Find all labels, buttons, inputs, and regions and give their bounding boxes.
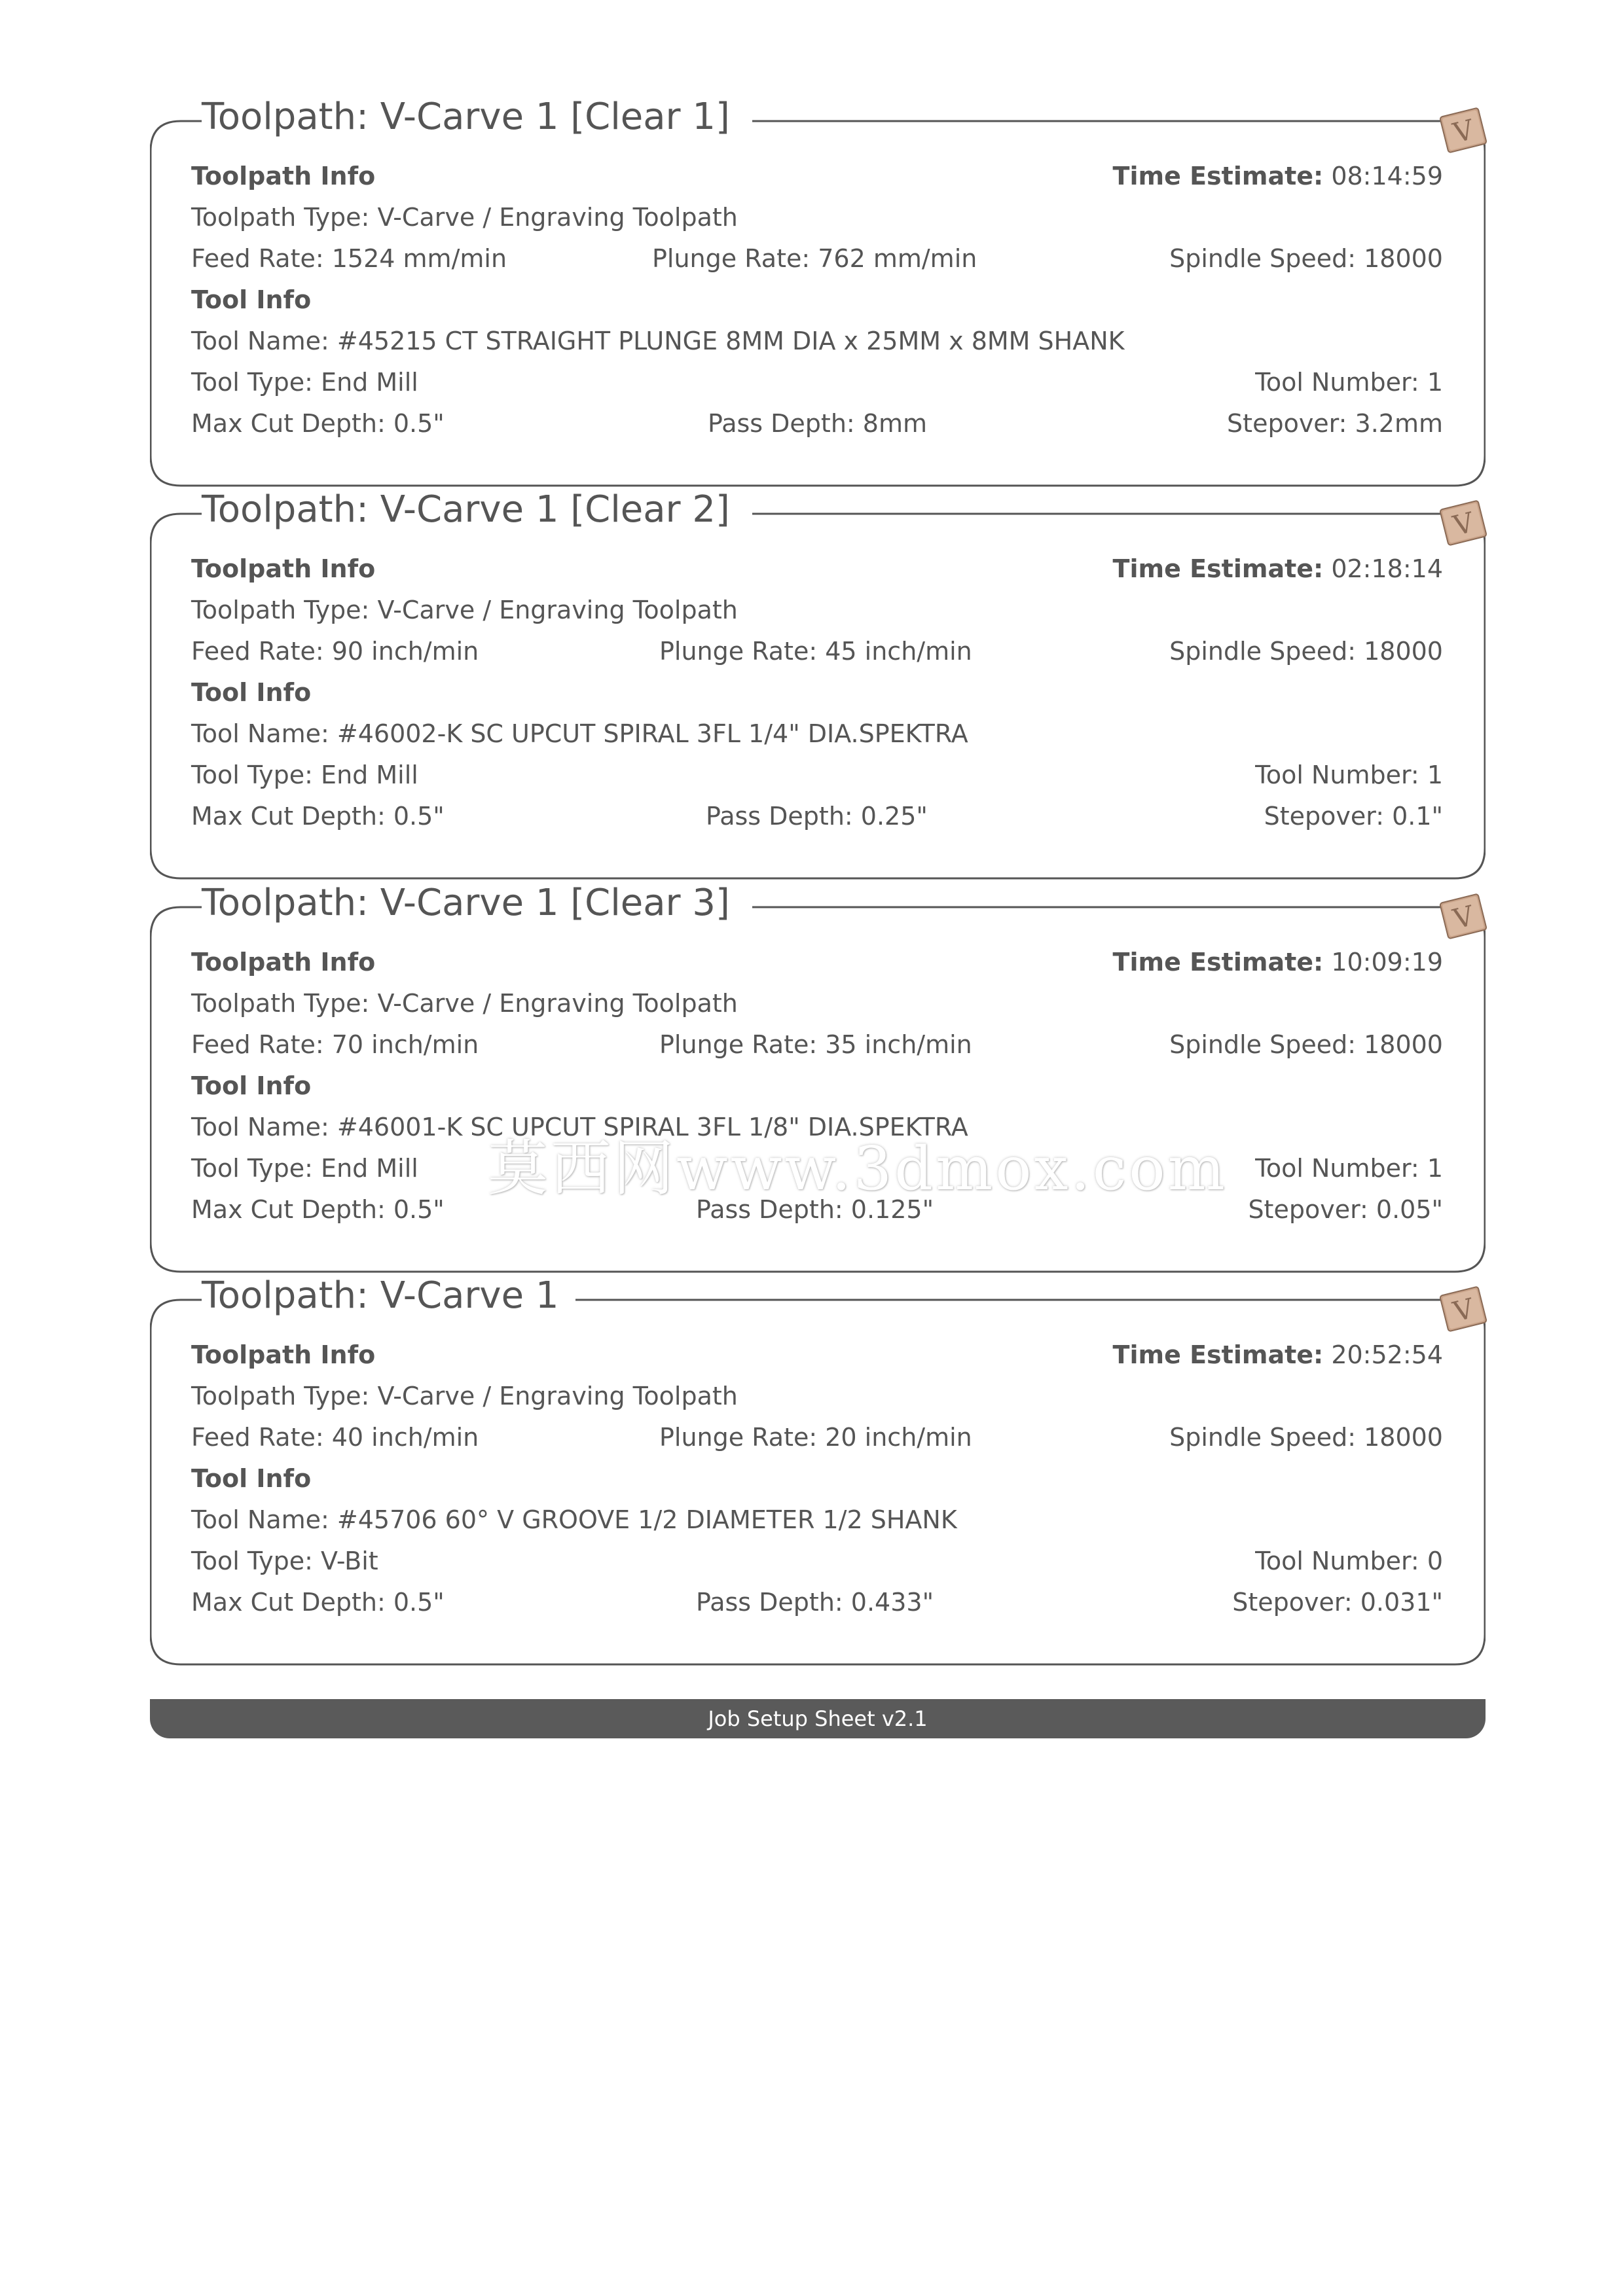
toolpath-type-row	[191, 199, 1443, 236]
time-estimate-label: Time Estimate:	[1112, 1340, 1324, 1369]
vcarve-v-logo-icon	[1437, 1283, 1489, 1335]
plunge-rate: Plunge Rate: 20 inch/min	[659, 1423, 972, 1452]
depth-row	[191, 405, 1443, 442]
depth-row	[191, 798, 1443, 834]
tool-type: Tool Type: End Mill	[191, 368, 418, 397]
toolpath-panel-1	[150, 95, 1486, 488]
panel-title: Toolpath: V-Carve 1 [Clear 1]	[202, 96, 730, 138]
tool-name: Tool Name: #46002-K SC UPCUT SPIRAL 3FL 1/4" DIA.SPEKTRA	[191, 719, 968, 748]
time-estimate	[1113, 158, 1443, 194]
feed-rate: Feed Rate: 90 inch/min	[191, 637, 479, 666]
pass-depth: Pass Depth: 0.25"	[706, 802, 928, 831]
tool-info-row	[191, 1067, 1443, 1104]
pass-depth: Pass Depth: 0.433"	[696, 1588, 934, 1617]
panel-title: Toolpath: V-Carve 1 [Clear 2]	[202, 488, 730, 531]
tool-name: Tool Name: #45706 60° V GROOVE 1/2 DIAMETER 1/2 SHANK	[191, 1505, 957, 1534]
rates-row	[191, 1026, 1443, 1063]
plunge-rate: Plunge Rate: 45 inch/min	[659, 637, 972, 666]
time-estimate-value: 02:18:14	[1331, 554, 1443, 583]
time-estimate-value: 10:09:19	[1331, 948, 1443, 977]
tool-name-row	[191, 1501, 1443, 1538]
toolpath-info-row	[191, 944, 1443, 980]
footer-text: Job Setup Sheet v2.1	[708, 1706, 928, 1731]
toolpath-info-heading: Toolpath Info	[191, 1340, 376, 1369]
vcarve-v-logo-icon	[1437, 890, 1489, 942]
toolpath-type-row	[191, 985, 1443, 1022]
tool-name-row	[191, 715, 1443, 752]
stepover: Stepover: 0.031"	[1232, 1588, 1443, 1617]
feed-rate: Feed Rate: 70 inch/min	[191, 1030, 479, 1059]
tool-type: Tool Type: End Mill	[191, 1154, 418, 1183]
stepover: Stepover: 3.2mm	[1227, 409, 1443, 438]
time-estimate-label: Time Estimate:	[1112, 948, 1324, 977]
tool-name: Tool Name: #46001-K SC UPCUT SPIRAL 3FL 1/8" DIA.SPEKTRA	[191, 1113, 968, 1141]
toolpath-type-row	[191, 1378, 1443, 1414]
toolpath-info-heading: Toolpath Info	[191, 162, 376, 190]
max-cut-depth: Max Cut Depth: 0.5"	[191, 802, 445, 831]
tool-info-heading: Tool Info	[191, 285, 312, 314]
tool-number: Tool Number: 1	[1255, 1154, 1443, 1183]
spindle-speed: Spindle Speed: 18000	[1169, 244, 1443, 273]
rates-row	[191, 240, 1443, 277]
toolpath-type: Toolpath Type: V-Carve / Engraving Toolpath	[191, 203, 738, 232]
watermark: 莫西网www.3dmox.com	[488, 1134, 1228, 1204]
tool-number: Tool Number: 0	[1255, 1547, 1443, 1575]
time-estimate-value: 20:52:54	[1331, 1340, 1443, 1369]
time-estimate-label: Time Estimate:	[1112, 554, 1324, 583]
tool-info-heading: Tool Info	[191, 678, 312, 707]
svg-text:V: V	[1450, 1292, 1478, 1328]
rates-row	[191, 633, 1443, 670]
tool-info-row	[191, 674, 1443, 711]
tool-info-row	[191, 1460, 1443, 1497]
tool-number: Tool Number: 1	[1255, 368, 1443, 397]
vcarve-v-logo-icon	[1437, 497, 1489, 549]
tool-type: Tool Type: End Mill	[191, 761, 418, 789]
toolpath-type: Toolpath Type: V-Carve / Engraving Toolpath	[191, 989, 738, 1018]
tool-info-row	[191, 281, 1443, 318]
tool-name-row	[191, 323, 1443, 359]
max-cut-depth: Max Cut Depth: 0.5"	[191, 1195, 445, 1224]
spindle-speed: Spindle Speed: 18000	[1169, 1030, 1443, 1059]
vcarve-v-logo-icon	[1437, 104, 1489, 156]
max-cut-depth: Max Cut Depth: 0.5"	[191, 1588, 445, 1617]
plunge-rate: Plunge Rate: 762 mm/min	[652, 244, 977, 273]
toolpath-panel-4	[150, 1274, 1486, 1666]
tool-type: Tool Type: V-Bit	[191, 1547, 378, 1575]
panel-title: Toolpath: V-Carve 1 [Clear 3]	[202, 882, 730, 924]
tool-number: Tool Number: 1	[1255, 761, 1443, 789]
toolpath-panel-2	[150, 488, 1486, 880]
spindle-speed: Spindle Speed: 18000	[1169, 637, 1443, 666]
max-cut-depth: Max Cut Depth: 0.5"	[191, 409, 445, 438]
toolpath-info-row	[191, 1336, 1443, 1373]
tool-info-heading: Tool Info	[191, 1464, 312, 1493]
svg-text:V: V	[1450, 506, 1478, 542]
depth-row	[191, 1584, 1443, 1621]
feed-rate: Feed Rate: 1524 mm/min	[191, 244, 507, 273]
toolpath-type: Toolpath Type: V-Carve / Engraving Toolpath	[191, 596, 738, 624]
time-estimate-value: 08:14:59	[1331, 162, 1443, 190]
pass-depth: Pass Depth: 0.125"	[696, 1195, 934, 1224]
pass-depth: Pass Depth: 8mm	[708, 409, 928, 438]
time-estimate-label: Time Estimate:	[1112, 162, 1324, 190]
rates-row	[191, 1419, 1443, 1456]
tool-info-heading: Tool Info	[191, 1071, 312, 1100]
tool-type-row	[191, 757, 1443, 793]
toolpath-info-heading: Toolpath Info	[191, 554, 376, 583]
toolpath-panel-3	[150, 881, 1486, 1274]
stepover: Stepover: 0.05"	[1248, 1195, 1443, 1224]
toolpath-info-row	[191, 550, 1443, 587]
toolpath-info-heading: Toolpath Info	[191, 948, 376, 977]
toolpath-type-row	[191, 592, 1443, 628]
tool-type-row	[191, 364, 1443, 401]
feed-rate: Feed Rate: 40 inch/min	[191, 1423, 479, 1452]
time-estimate	[1113, 1336, 1443, 1373]
tool-type-row	[191, 1543, 1443, 1579]
panel-title: Toolpath: V-Carve 1	[202, 1274, 559, 1317]
toolpath-info-row	[191, 158, 1443, 194]
footer-bar	[150, 1699, 1486, 1738]
time-estimate	[1113, 550, 1443, 587]
svg-text:V: V	[1450, 113, 1478, 149]
time-estimate	[1113, 944, 1443, 980]
svg-text:V: V	[1450, 899, 1478, 935]
tool-name: Tool Name: #45215 CT STRAIGHT PLUNGE 8MM DIA x 25MM x 8MM SHANK	[191, 327, 1125, 355]
stepover: Stepover: 0.1"	[1264, 802, 1443, 831]
plunge-rate: Plunge Rate: 35 inch/min	[659, 1030, 972, 1059]
toolpath-type: Toolpath Type: V-Carve / Engraving Toolpath	[191, 1382, 738, 1410]
spindle-speed: Spindle Speed: 18000	[1169, 1423, 1443, 1452]
